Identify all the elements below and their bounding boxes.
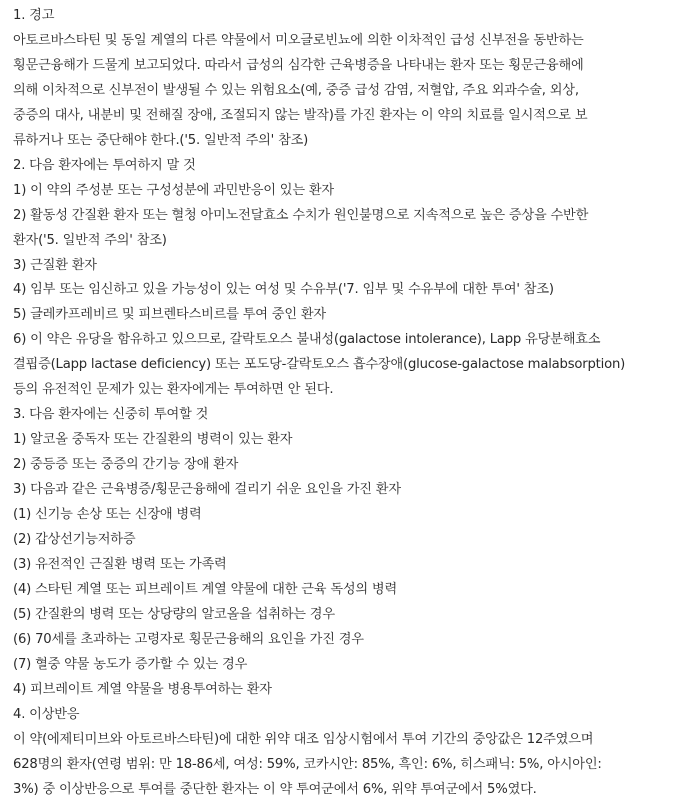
paragraph-line: 아토르바스타틴 및 동일 계열의 다른 약물에서 미오글로빈뇨에 의한 이차적인 급성 신부전을 동반하는	[13, 32, 584, 48]
paragraph-line: 횡문근융해가 드물게 보고되었다. 따라서 급성의 심각한 근육병증을 나타내는 환자 또는 횡문근융해에	[13, 57, 584, 73]
list-item: 2) 중등증 또는 중증의 간기능 장애 환자	[13, 457, 239, 473]
sub-list-item: (4) 스타틴 계열 또는 피브레이트 계열 약물에 대한 근육 독성의 병력	[13, 581, 398, 597]
list-item: 2) 활동성 간질환 환자 또는 혈청 아미노전달효소 수치가 원인불명으로 지속적으로 높은 증상을 수반한	[13, 207, 589, 223]
list-item: 5) 글레카프레비르 및 피브렌타스비르를 투여 중인 환자	[13, 307, 326, 323]
paragraph-line: 628명의 환자(연령 범위: 만 18-86세, 여성: 59%, 코카시안: 85%, 흑인: 6%, 히스패닉: 5%, 아시아인:	[13, 756, 602, 772]
sub-list-item: (6) 70세를 초과하는 고령자로 횡문근융해의 요인을 가진 경우	[13, 631, 364, 647]
list-item: 1) 알코올 중독자 또는 간질환의 병력이 있는 환자	[13, 432, 293, 448]
section-heading-contraindications: 2. 다음 환자에는 투여하지 말 것	[13, 157, 196, 173]
paragraph-line: 3%) 중 이상반응으로 투여를 중단한 환자는 이 약 투여군에서 6%, 위약 투여군에서 5%였다.	[13, 781, 537, 797]
list-item: 4) 임부 또는 임신하고 있을 가능성이 있는 여성 및 수유부('7. 임부 및 수유부에 대한 투여' 참조)	[13, 282, 554, 298]
list-item: 3) 근질환 환자	[13, 257, 97, 273]
list-item-continuation: 등의 유전적인 문제가 있는 환자에게는 투여하면 안 된다.	[13, 382, 334, 398]
sub-list-item: (2) 갑상선기능저하증	[13, 532, 136, 548]
list-item: 6) 이 약은 유당을 함유하고 있으므로, 갈락토오스 불내성(galactose intolerance), Lapp 유당분해효소	[13, 332, 601, 348]
paragraph-line: 이 약(에제티미브와 아토르바스타틴)에 대한 위약 대조 임상시험에서 투여 기간의 중앙값은 12주였으며	[13, 731, 594, 747]
sub-list-item: (7) 혈중 약물 농도가 증가할 수 있는 경우	[13, 656, 248, 672]
sub-list-item: (1) 신기능 손상 또는 신장애 병력	[13, 507, 202, 523]
sub-list-item: (5) 간질환의 병력 또는 상당량의 알코올을 섭취하는 경우	[13, 606, 335, 622]
paragraph-line: 중증의 대사, 내분비 및 전해질 장애, 조절되지 않는 발작)를 가진 환자는 이 약의 치료를 일시적으로 보	[13, 107, 588, 123]
paragraph-line: 의해 이차적으로 신부전이 발생될 수 있는 위험요소(예, 중증 급성 감염, 저혈압, 주요 외과수술, 외상,	[13, 82, 579, 98]
section-heading-warning: 1. 경고	[13, 8, 55, 23]
list-item: 4) 피브레이트 계열 약물을 병용투여하는 환자	[13, 681, 272, 697]
list-item-continuation: 환자('5. 일반적 주의' 참조)	[13, 232, 167, 248]
sub-list-item: (3) 유전적인 근질환 병력 또는 가족력	[13, 556, 227, 572]
list-item: 1) 이 약의 주성분 또는 구성성분에 과민반응이 있는 환자	[13, 182, 334, 198]
section-heading-precautions: 3. 다음 환자에는 신중히 투여할 것	[13, 407, 209, 423]
section-heading-adverse-reactions: 4. 이상반응	[13, 706, 80, 722]
list-item-continuation: 결핍증(Lapp lactase deficiency) 또는 포도당-갈락토오스 흡수장애(glucose-galactose malabsorption)	[13, 357, 626, 373]
paragraph-line: 류하거나 또는 중단해야 한다.('5. 일반적 주의' 참조)	[13, 132, 309, 148]
list-item: 3) 다음과 같은 근육병증/횡문근융해에 걸리기 쉬운 요인을 가진 환자	[13, 482, 401, 498]
